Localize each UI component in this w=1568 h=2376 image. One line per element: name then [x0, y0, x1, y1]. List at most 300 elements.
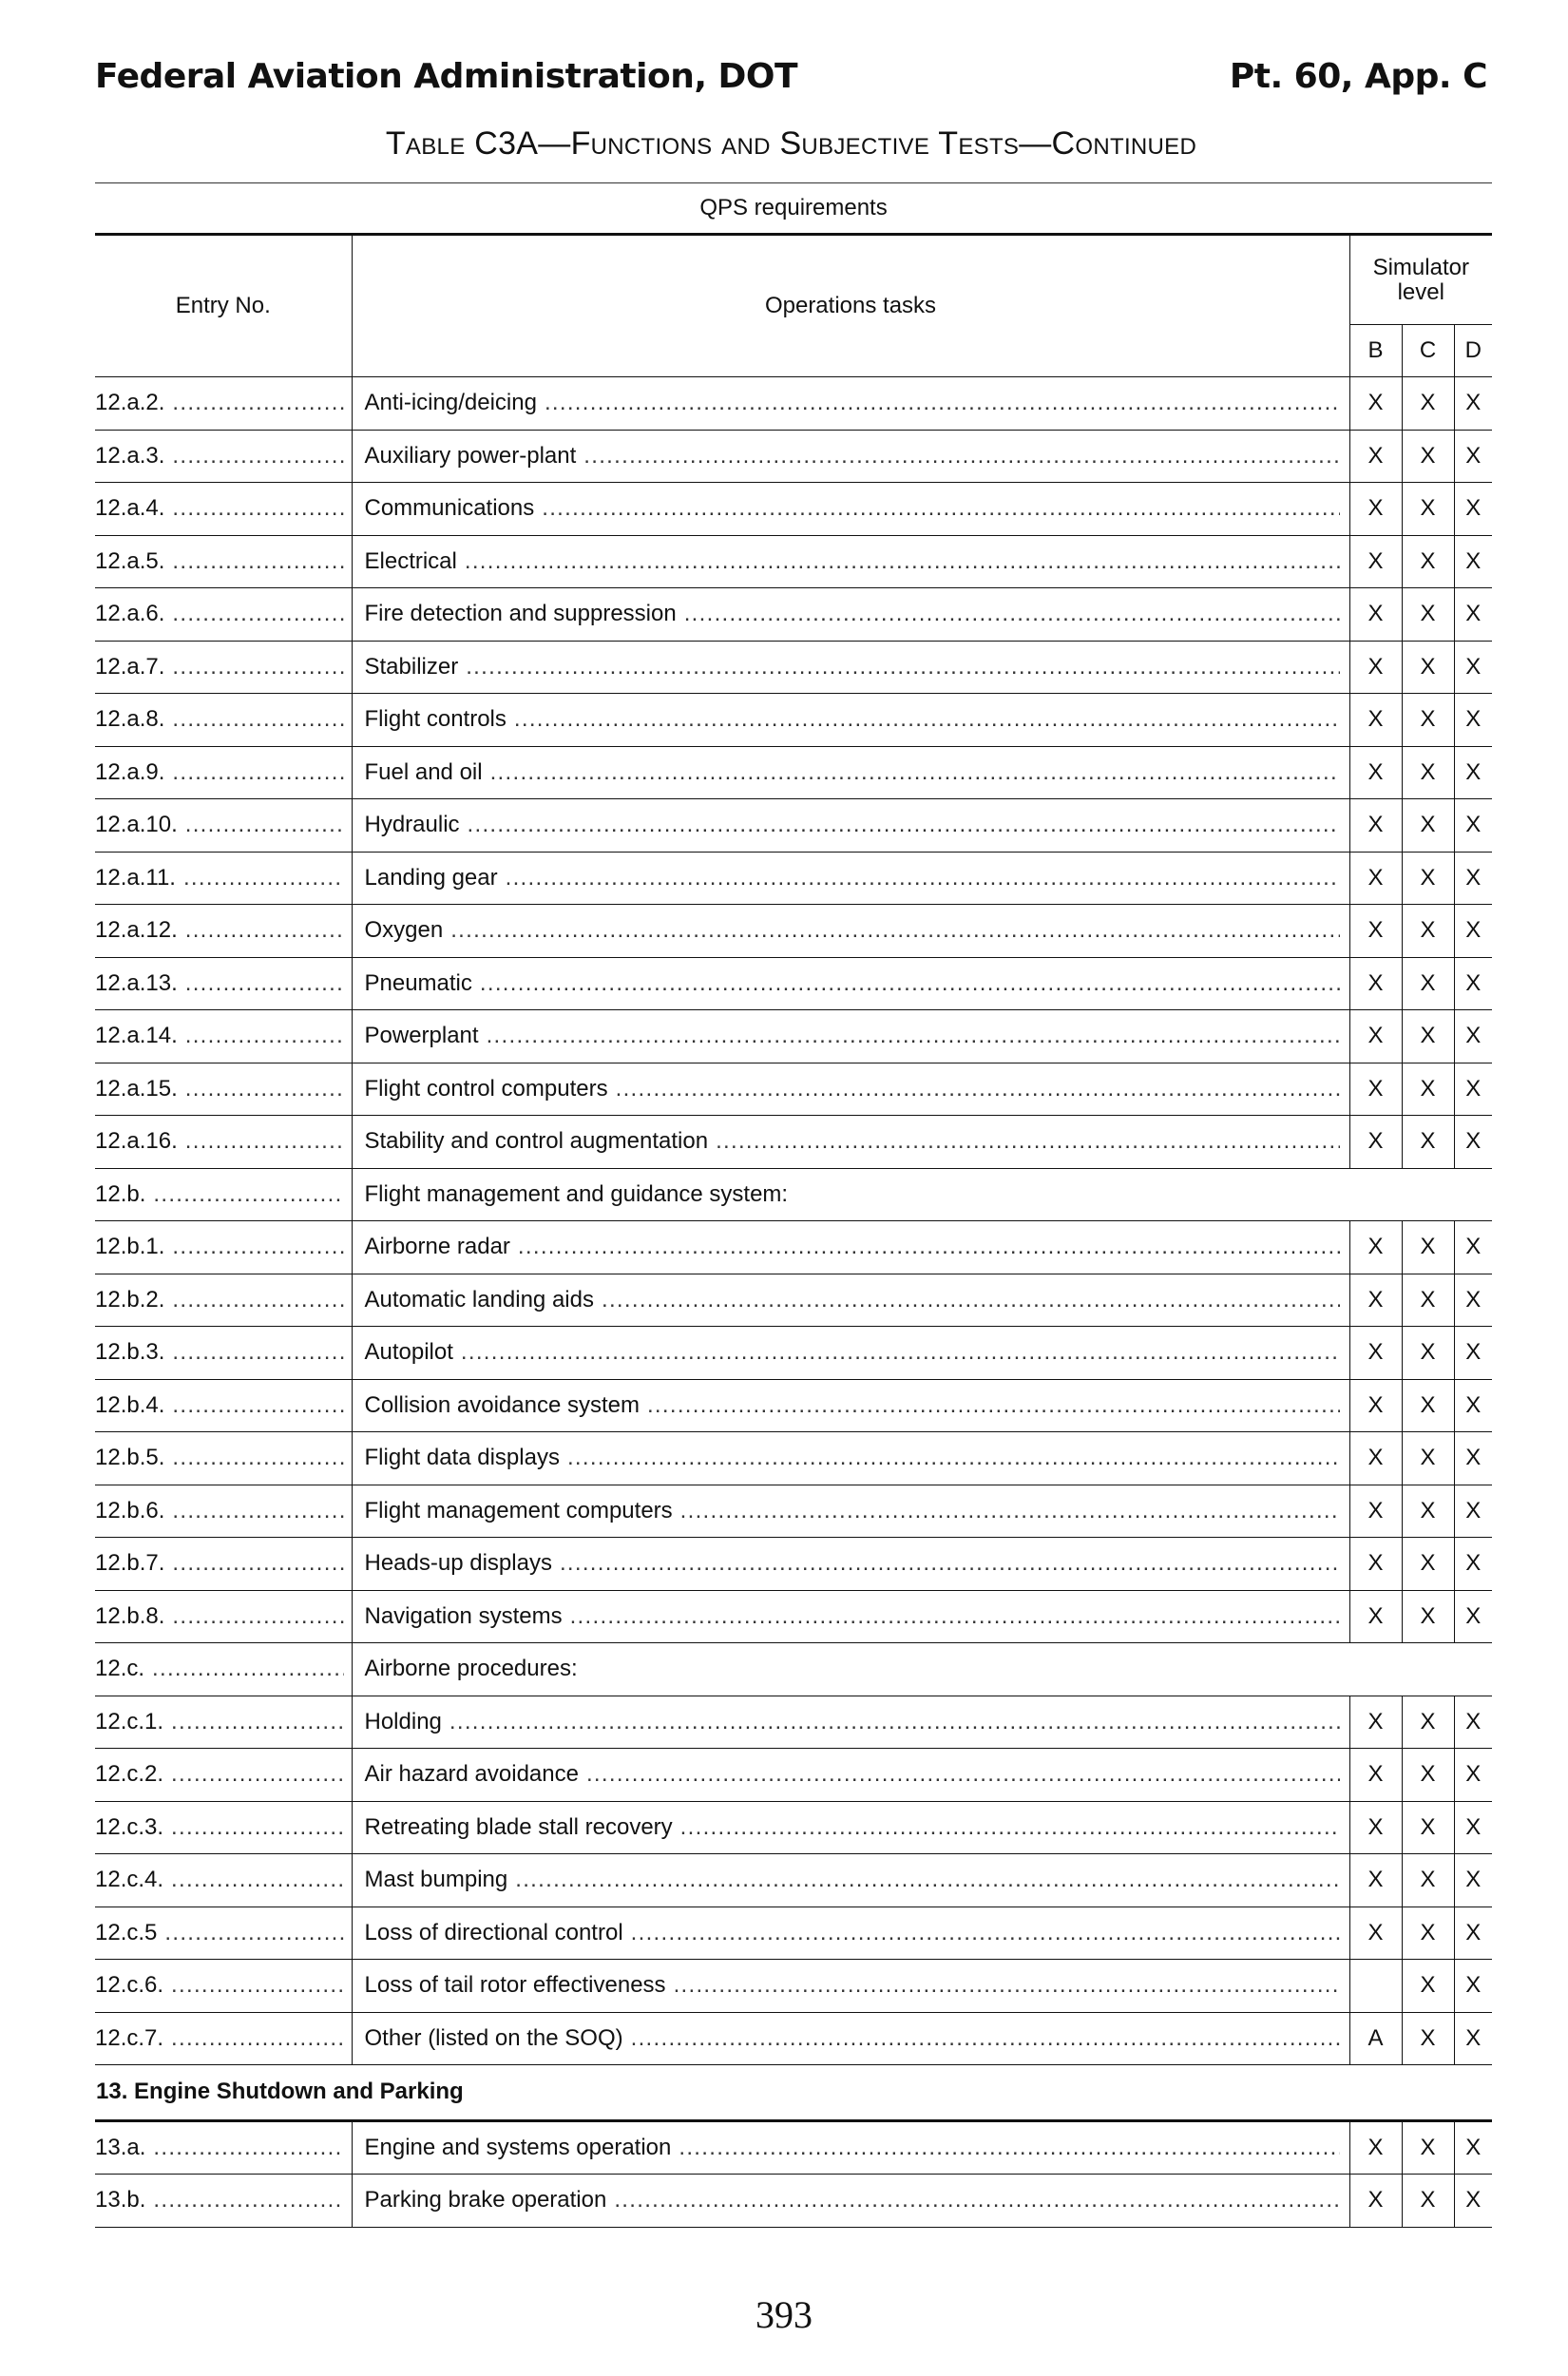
dot-leader — [172, 1550, 343, 1577]
level-b-cell: X — [1349, 2175, 1402, 2228]
table-row — [95, 1907, 1492, 1960]
level-c-cell: X — [1402, 1907, 1454, 1960]
entry-no: 12.a.6. — [95, 601, 165, 627]
task-cell — [352, 1432, 1349, 1485]
entry-no: 12.a.15. — [95, 1075, 178, 1102]
task-label: Stability and control augmentation — [364, 1128, 709, 1155]
level-b-cell: X — [1349, 2120, 1402, 2175]
task-label: Parking brake operation — [364, 2187, 607, 2213]
level-b-cell: X — [1349, 1274, 1402, 1327]
level-c-cell: X — [1402, 430, 1454, 483]
task-label: Flight controls — [364, 706, 507, 733]
task-group-cell — [352, 1168, 1492, 1221]
level-b-cell: X — [1349, 1432, 1402, 1485]
task-label: Communications — [364, 495, 535, 522]
entry-no-cell — [95, 1485, 352, 1538]
qps-requirements-row — [95, 183, 1492, 235]
level-d-cell: X — [1454, 1907, 1492, 1960]
level-c-cell: X — [1402, 1801, 1454, 1854]
entry-no-cell — [95, 746, 352, 799]
entry-no-cell — [95, 957, 352, 1010]
dot-leader — [185, 917, 344, 944]
table-row — [95, 1696, 1492, 1749]
level-d-cell: X — [1454, 641, 1492, 694]
entry-no: 12.c. — [95, 1656, 145, 1682]
dot-leader — [647, 1392, 1340, 1419]
entry-no-cell — [95, 1907, 352, 1960]
level-b-cell — [1349, 1960, 1402, 2013]
task-cell — [352, 1696, 1349, 1749]
entry-no-cell — [95, 905, 352, 958]
entry-no: 12.c.4. — [95, 1867, 164, 1893]
dot-leader — [153, 2187, 343, 2213]
qps-requirements-label: QPS requirements — [95, 183, 1492, 235]
entry-no: 12.a.3. — [95, 442, 165, 469]
level-c-cell: X — [1402, 694, 1454, 747]
entry-no-cell — [95, 535, 352, 588]
level-c-cell: X — [1402, 852, 1454, 905]
level-b-cell: X — [1349, 641, 1402, 694]
task-cell — [352, 483, 1349, 536]
table-row — [95, 641, 1492, 694]
task-label: Oxygen — [364, 917, 444, 944]
entry-no: 12.c.7. — [95, 2024, 164, 2051]
task-label: Fuel and oil — [364, 758, 483, 785]
dot-leader — [172, 759, 343, 786]
level-b-cell: X — [1349, 483, 1402, 536]
level-b-cell: X — [1349, 694, 1402, 747]
dot-leader — [172, 706, 343, 733]
dot-leader — [164, 1920, 343, 1946]
level-d-cell: X — [1454, 588, 1492, 642]
entry-no: 12.b.4. — [95, 1391, 165, 1418]
task-cell — [352, 1010, 1349, 1063]
section-heading-row — [95, 2065, 1492, 2121]
level-d-cell: X — [1454, 2012, 1492, 2065]
task-label: Heads-up displays — [364, 1550, 552, 1577]
level-d-cell: X — [1454, 1801, 1492, 1854]
task-cell — [352, 1379, 1349, 1432]
entry-no-cell — [95, 1643, 352, 1696]
qps-table-body — [95, 377, 1492, 2228]
task-cell — [352, 2175, 1349, 2228]
task-cell — [352, 1590, 1349, 1643]
dot-leader — [631, 2025, 1340, 2052]
dot-leader — [171, 1761, 343, 1788]
dot-leader — [172, 1603, 343, 1630]
level-b-cell: X — [1349, 1221, 1402, 1274]
dot-leader — [172, 495, 343, 522]
entry-no-cell — [95, 1749, 352, 1802]
task-label: Engine and systems operation — [364, 2134, 672, 2160]
dot-leader — [185, 1076, 344, 1102]
table-row — [95, 377, 1492, 431]
table-row — [95, 1432, 1492, 1485]
task-cell — [352, 1327, 1349, 1380]
table-row — [95, 746, 1492, 799]
entry-no-cell — [95, 1221, 352, 1274]
task-label: Hydraulic — [364, 812, 460, 838]
task-cell — [352, 430, 1349, 483]
entry-no: 12.b. — [95, 1180, 146, 1207]
task-group-label: Airborne procedures: — [364, 1656, 578, 1682]
entry-no-cell — [95, 1379, 352, 1432]
level-c-cell: X — [1402, 799, 1454, 853]
table-row — [95, 1590, 1492, 1643]
task-cell — [352, 1485, 1349, 1538]
task-cell — [352, 1063, 1349, 1116]
task-label: Autopilot — [364, 1339, 453, 1366]
dot-leader — [583, 443, 1339, 469]
dot-leader — [171, 1814, 343, 1841]
level-d-cell: X — [1454, 2120, 1492, 2175]
entry-no-cell — [95, 1168, 352, 1221]
level-b-cell: X — [1349, 1116, 1402, 1169]
entry-no-cell — [95, 430, 352, 483]
task-cell — [352, 2120, 1349, 2175]
task-label: Loss of tail rotor effectiveness — [364, 1972, 666, 1999]
entry-no-cell — [95, 694, 352, 747]
entry-no: 12.a.12. — [95, 917, 178, 944]
level-c-cell: X — [1402, 1485, 1454, 1538]
dot-leader — [172, 1339, 343, 1366]
table-row — [95, 588, 1492, 642]
task-label: Collision avoidance system — [364, 1391, 640, 1418]
task-label: Retreating blade stall recovery — [364, 1813, 673, 1840]
dot-leader — [487, 1023, 1340, 1049]
dot-leader — [185, 812, 344, 838]
dot-leader — [518, 1234, 1340, 1260]
entry-no: 12.c.3. — [95, 1813, 164, 1840]
level-c-cell: X — [1402, 1010, 1454, 1063]
level-b-cell: X — [1349, 1749, 1402, 1802]
table-row — [95, 2012, 1492, 2065]
task-cell — [352, 1221, 1349, 1274]
task-cell — [352, 746, 1349, 799]
dot-leader — [480, 970, 1340, 997]
table-row — [95, 1801, 1492, 1854]
level-c-cell: X — [1402, 2175, 1454, 2228]
table-row — [95, 1485, 1492, 1538]
task-label: Stabilizer — [364, 653, 459, 680]
table-row — [95, 1010, 1492, 1063]
level-d-cell: X — [1454, 1538, 1492, 1591]
entry-no: 12.c.5 — [95, 1919, 158, 1945]
level-b-cell: X — [1349, 1327, 1402, 1380]
dot-leader — [172, 443, 343, 469]
entry-no: 12.a.10. — [95, 812, 178, 838]
entry-no-cell — [95, 799, 352, 853]
level-c-cell: X — [1402, 1854, 1454, 1907]
entry-no-cell — [95, 1960, 352, 2013]
table-row — [95, 1749, 1492, 1802]
level-b-cell: X — [1349, 799, 1402, 853]
dot-leader — [490, 759, 1340, 786]
level-d-cell: X — [1454, 1432, 1492, 1485]
table-row — [95, 1643, 1492, 1696]
task-label: Mast bumping — [364, 1867, 508, 1893]
entry-no-cell — [95, 2175, 352, 2228]
dot-leader — [172, 601, 343, 627]
task-cell — [352, 1907, 1349, 1960]
level-c-cell: X — [1402, 1538, 1454, 1591]
level-c-cell: X — [1402, 641, 1454, 694]
dot-leader — [514, 706, 1340, 733]
task-label: Flight control computers — [364, 1075, 608, 1102]
dot-leader — [542, 495, 1339, 522]
dot-leader — [560, 1550, 1340, 1577]
level-d-cell: X — [1454, 1379, 1492, 1432]
level-d-cell: X — [1454, 746, 1492, 799]
dot-leader — [567, 1445, 1340, 1471]
level-c-cell: X — [1402, 1063, 1454, 1116]
table-row — [95, 1854, 1492, 1907]
level-c-cell: X — [1402, 957, 1454, 1010]
task-label: Other (listed on the SOQ) — [364, 2024, 623, 2051]
level-b-cell: X — [1349, 1063, 1402, 1116]
level-d-cell: X — [1454, 1010, 1492, 1063]
task-label: Pneumatic — [364, 969, 472, 996]
table-row — [95, 430, 1492, 483]
level-b-cell: X — [1349, 1538, 1402, 1591]
dot-leader — [466, 654, 1339, 680]
table-row — [95, 1327, 1492, 1380]
entry-no-cell — [95, 1063, 352, 1116]
dot-leader — [680, 1814, 1340, 1841]
level-d-cell: X — [1454, 2175, 1492, 2228]
table-row — [95, 852, 1492, 905]
dot-leader — [171, 2025, 343, 2052]
dot-leader — [172, 1234, 343, 1260]
level-d-cell: X — [1454, 535, 1492, 588]
level-c-cell: X — [1402, 2120, 1454, 2175]
entry-no: 12.b.5. — [95, 1445, 165, 1471]
level-b-cell: X — [1349, 535, 1402, 588]
entry-no: 12.b.6. — [95, 1497, 165, 1523]
level-d-cell: X — [1454, 377, 1492, 431]
entry-no: 12.a.9. — [95, 758, 165, 785]
dot-leader — [616, 1076, 1340, 1102]
level-c-cell: X — [1402, 1432, 1454, 1485]
task-cell — [352, 377, 1349, 431]
dot-leader — [183, 865, 344, 891]
task-label: Navigation systems — [364, 1602, 563, 1629]
entry-no: 12.a.2. — [95, 390, 165, 416]
level-d-cell: X — [1454, 1749, 1492, 1802]
level-b-cell: X — [1349, 1485, 1402, 1538]
column-header-row — [95, 235, 1492, 325]
entry-no: 12.c.1. — [95, 1708, 164, 1734]
task-label: Auxiliary power-plant — [364, 442, 577, 469]
dot-leader — [153, 1181, 343, 1208]
entry-no: 12.a.4. — [95, 495, 165, 522]
entry-no: 12.b.2. — [95, 1286, 165, 1313]
table-row — [95, 1274, 1492, 1327]
level-d-cell: X — [1454, 1274, 1492, 1327]
level-b-cell: X — [1349, 905, 1402, 958]
task-label: Flight management computers — [364, 1497, 673, 1523]
task-cell — [352, 1854, 1349, 1907]
dot-leader — [450, 917, 1339, 944]
task-cell — [352, 852, 1349, 905]
level-b-cell: X — [1349, 746, 1402, 799]
level-b-cell: X — [1349, 957, 1402, 1010]
part-reference: Pt. 60, App. C — [1229, 56, 1487, 96]
level-d-cell: X — [1454, 1854, 1492, 1907]
level-c-cell: X — [1402, 1696, 1454, 1749]
level-c-cell: X — [1402, 1327, 1454, 1380]
table-row — [95, 1168, 1492, 1221]
level-d-cell: X — [1454, 1485, 1492, 1538]
task-label: Loss of directional control — [364, 1919, 623, 1945]
table-row — [95, 799, 1492, 853]
table-row — [95, 1116, 1492, 1169]
task-cell — [352, 588, 1349, 642]
dot-leader — [679, 2135, 1339, 2161]
dot-leader — [172, 1445, 343, 1471]
level-d-cell: X — [1454, 483, 1492, 536]
level-b-cell: X — [1349, 1379, 1402, 1432]
entry-no: 12.a.11. — [95, 864, 176, 891]
dot-leader — [185, 970, 344, 997]
entry-no-cell — [95, 641, 352, 694]
level-b-cell: X — [1349, 1010, 1402, 1063]
entry-no: 12.a.13. — [95, 969, 178, 996]
dot-leader — [152, 1656, 343, 1682]
table-row — [95, 957, 1492, 1010]
task-label: Holding — [364, 1708, 442, 1734]
level-d-cell: X — [1454, 1116, 1492, 1169]
level-d-cell: X — [1454, 1221, 1492, 1274]
dot-leader — [680, 1498, 1340, 1524]
table-row — [95, 1960, 1492, 2013]
dot-leader — [153, 2135, 343, 2161]
level-c-cell: X — [1402, 1116, 1454, 1169]
entry-no: 12.b.1. — [95, 1234, 165, 1260]
entry-no: 12.a.5. — [95, 547, 165, 574]
dot-leader — [674, 1972, 1340, 1999]
level-c-cell: X — [1402, 535, 1454, 588]
level-d-header: D — [1454, 325, 1492, 377]
level-d-cell: X — [1454, 1960, 1492, 2013]
task-label: Automatic landing aids — [364, 1286, 594, 1313]
level-d-cell: X — [1454, 1696, 1492, 1749]
level-b-cell: X — [1349, 852, 1402, 905]
level-b-cell: X — [1349, 1696, 1402, 1749]
dot-leader — [570, 1603, 1340, 1630]
task-group-label: Flight management and guidance system: — [364, 1180, 789, 1207]
entry-no-cell — [95, 1801, 352, 1854]
task-label: Fire detection and suppression — [364, 601, 677, 627]
level-d-cell: X — [1454, 430, 1492, 483]
level-c-header: C — [1402, 325, 1454, 377]
page-number: 393 — [755, 2293, 813, 2336]
entry-no-cell — [95, 377, 352, 431]
entry-no-cell — [95, 1116, 352, 1169]
entry-no-cell — [95, 2120, 352, 2175]
entry-no: 13.b. — [95, 2187, 146, 2213]
task-label: Flight data displays — [364, 1445, 560, 1471]
dot-leader — [716, 1128, 1339, 1155]
level-c-cell: X — [1402, 1590, 1454, 1643]
entry-no-cell — [95, 1696, 352, 1749]
level-d-cell: X — [1454, 957, 1492, 1010]
task-cell — [352, 799, 1349, 853]
table-row — [95, 905, 1492, 958]
entry-no: 12.a.14. — [95, 1023, 178, 1049]
table-row — [95, 1538, 1492, 1591]
dot-leader — [506, 865, 1340, 891]
table-row — [95, 1221, 1492, 1274]
entry-no-cell — [95, 1327, 352, 1380]
dot-leader — [449, 1709, 1340, 1735]
task-cell — [352, 957, 1349, 1010]
level-b-cell: X — [1349, 1907, 1402, 1960]
entry-no-cell — [95, 588, 352, 642]
dot-leader — [171, 1972, 343, 1999]
task-label: Electrical — [364, 547, 457, 574]
entry-no-cell — [95, 483, 352, 536]
task-label: Powerplant — [364, 1023, 479, 1049]
entry-no-cell — [95, 1274, 352, 1327]
dot-leader — [602, 1287, 1340, 1313]
dot-leader — [172, 1392, 343, 1419]
table-row — [95, 535, 1492, 588]
level-c-cell: X — [1402, 1960, 1454, 2013]
level-d-cell: X — [1454, 1327, 1492, 1380]
level-b-cell: X — [1349, 377, 1402, 431]
level-b-cell: X — [1349, 430, 1402, 483]
task-cell — [352, 905, 1349, 958]
table-row — [95, 2120, 1492, 2175]
entry-no-header: Entry No. — [95, 235, 352, 377]
entry-no: 13.a. — [95, 2134, 146, 2160]
level-d-cell: X — [1454, 799, 1492, 853]
level-c-cell: X — [1402, 1274, 1454, 1327]
dot-leader — [586, 1761, 1340, 1788]
level-c-cell: X — [1402, 1379, 1454, 1432]
entry-no-cell — [95, 1010, 352, 1063]
dot-leader — [172, 1287, 343, 1313]
section-heading: 13. Engine Shutdown and Parking — [95, 2065, 1492, 2121]
dot-leader — [172, 654, 343, 680]
entry-no: 12.b.8. — [95, 1602, 165, 1629]
dot-leader — [172, 390, 343, 416]
level-b-cell: X — [1349, 1801, 1402, 1854]
entry-no: 12.c.6. — [95, 1972, 164, 1999]
operations-tasks-header: Operations tasks — [352, 235, 1349, 377]
task-cell — [352, 1274, 1349, 1327]
dot-leader — [172, 1498, 343, 1524]
entry-no: 12.a.16. — [95, 1128, 178, 1155]
qps-table — [95, 182, 1492, 2228]
level-c-cell: X — [1402, 1221, 1454, 1274]
task-cell — [352, 1538, 1349, 1591]
table-row — [95, 2175, 1492, 2228]
level-c-cell: X — [1402, 483, 1454, 536]
agency-heading: Federal Aviation Administration, DOT — [95, 56, 798, 96]
running-head — [95, 49, 1487, 103]
dot-leader — [172, 548, 343, 575]
level-b-cell: X — [1349, 1854, 1402, 1907]
level-c-cell: X — [1402, 746, 1454, 799]
dot-leader — [171, 1709, 343, 1735]
task-cell — [352, 535, 1349, 588]
level-d-cell: X — [1454, 905, 1492, 958]
level-c-cell: X — [1402, 2012, 1454, 2065]
entry-no-cell — [95, 1538, 352, 1591]
task-cell — [352, 2012, 1349, 2065]
